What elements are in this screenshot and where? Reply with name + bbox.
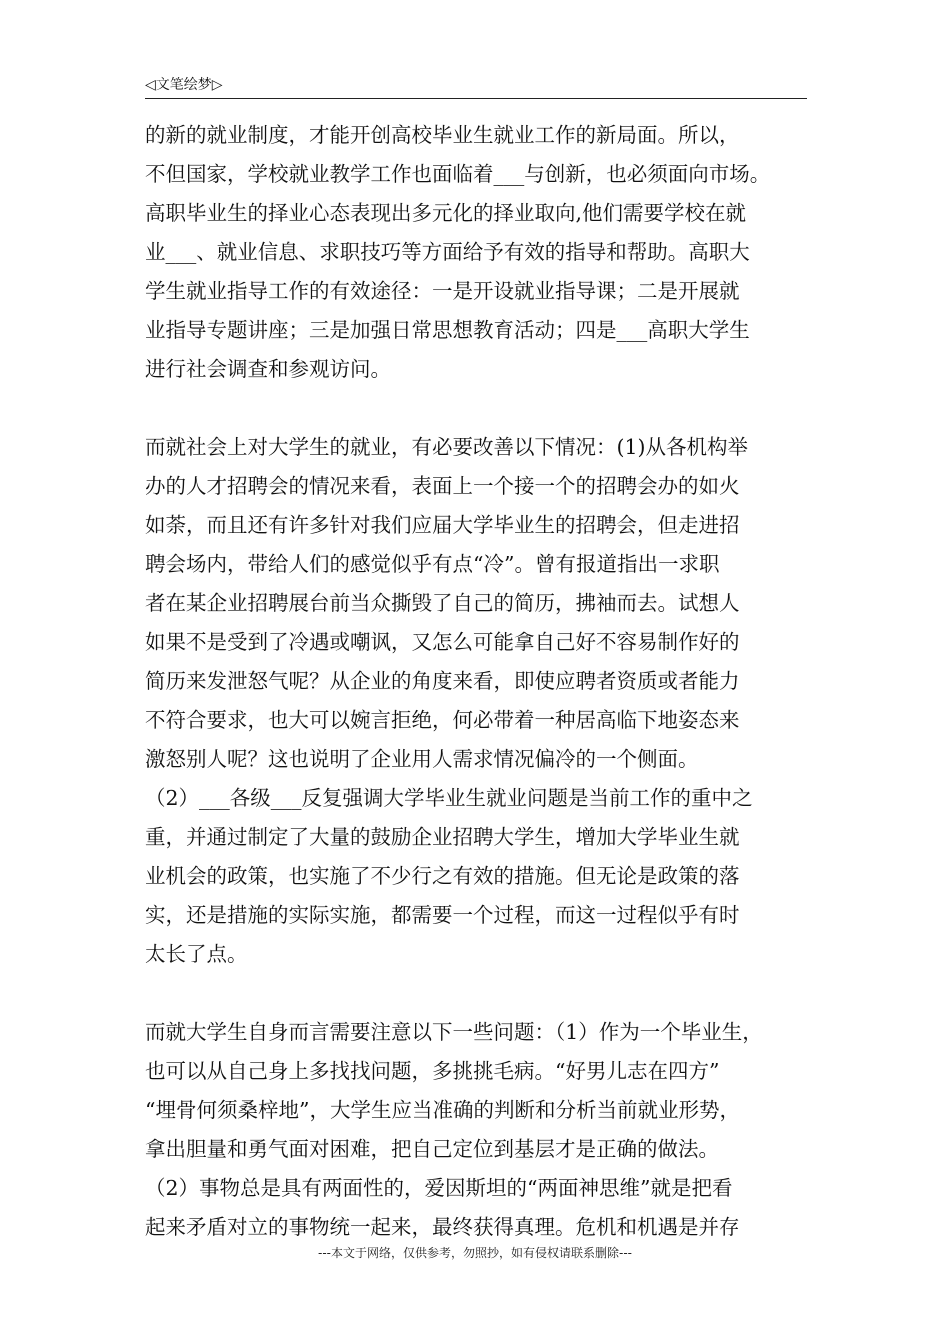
text-line: 太长了点。 — [145, 942, 248, 966]
text-line: 学生就业指导工作的有效途径：一是开设就业指导课；二是开展就 — [145, 279, 740, 303]
text-line: 而就大学生自身而言需要注意以下一些问题：（1）作为一个毕业生， — [145, 1020, 763, 1044]
text-line: 不符合要求，也大可以婉言拒绝，何必带着一种居高临下地姿态来 — [145, 708, 740, 732]
text-line: 实，还是措施的实际实施，都需要一个过程，而这一过程似乎有时 — [145, 903, 740, 927]
page-footer: ---本文于网络，仅供参考，勿照抄，如有侵权请联系删除--- — [318, 1246, 632, 1260]
text-line: “埋骨何须桑梓地”，大学生应当准确的判断和分析当前就业形势， — [145, 1098, 740, 1122]
text-line: 如果不是受到了冷遇或嘲讽，又怎么可能拿自己好不容易制作好的 — [145, 630, 740, 654]
text-line: 起来矛盾对立的事物统一起来，最终获得真理。危机和机遇是并存 — [145, 1215, 740, 1239]
text-line: 重，并通过制定了大量的鼓励企业招聘大学生，增加大学毕业生就 — [145, 825, 740, 849]
text-line: 业指导专题讲座；三是加强日常思想教育活动；四是___高职大学生 — [145, 318, 750, 342]
text-line: 的新的就业制度，才能开创高校毕业生就业工作的新局面。所以， — [145, 123, 740, 147]
paragraph-1 — [145, 116, 815, 389]
document-body — [145, 116, 815, 1247]
text-line: 而就社会上对大学生的就业，有必要改善以下情况：(1)从各机构举 — [145, 435, 749, 459]
page-header — [145, 74, 807, 99]
text-line: 激怒别人呢？这也说明了企业用人需求情况偏冷的一个侧面。 — [145, 747, 699, 771]
text-line: 如荼，而且还有许多针对我们应届大学毕业生的招聘会，但走进招 — [145, 513, 740, 537]
paragraph-3 — [145, 1013, 815, 1247]
text-line: （2）事物总是具有两面性的，爱因斯坦的“两面神思维”就是把看 — [145, 1176, 733, 1200]
text-line: 简历来发泄怒气呢？从企业的角度来看，即使应聘者资质或者能力 — [145, 669, 740, 693]
text-line: 者在某企业招聘展台前当众撕毁了自己的简历，拂袖而去。试想人 — [145, 591, 740, 615]
text-line: 不但国家，学校就业教学工作也面临着___与创新，也必须面向市场。 — [145, 162, 771, 186]
text-line: 办的人才招聘会的情况来看，表面上一个接一个的招聘会办的如火 — [145, 474, 740, 498]
paragraph-gap — [145, 974, 815, 1013]
text-line: 也可以从自己身上多找找问题，多挑挑毛病。“好男儿志在四方” — [145, 1059, 720, 1083]
text-line: 高职毕业生的择业心态表现出多元化的择业取向,他们需要学校在就 — [145, 201, 747, 225]
text-line: 业机会的政策，也实施了不少行之有效的措施。但无论是政策的落 — [145, 864, 740, 888]
text-line: （2）___各级___反复强调大学毕业生就业问题是当前工作的重中之 — [145, 786, 753, 810]
text-line: 聘会场内，带给人们的感觉似乎有点“冷”。曾有报道指出一求职 — [145, 552, 720, 576]
paragraph-gap — [145, 389, 815, 428]
paragraph-2 — [145, 428, 815, 974]
text-line: 业___、就业信息、求职技巧等方面给予有效的指导和帮助。高职大 — [145, 240, 750, 264]
header-title: ◁文笔绘梦▷ — [145, 77, 223, 93]
text-line: 进行社会调查和参观访问。 — [145, 357, 391, 381]
text-line: 拿出胆量和勇气面对困难，把自己定位到基层才是正确的做法。 — [145, 1137, 719, 1161]
